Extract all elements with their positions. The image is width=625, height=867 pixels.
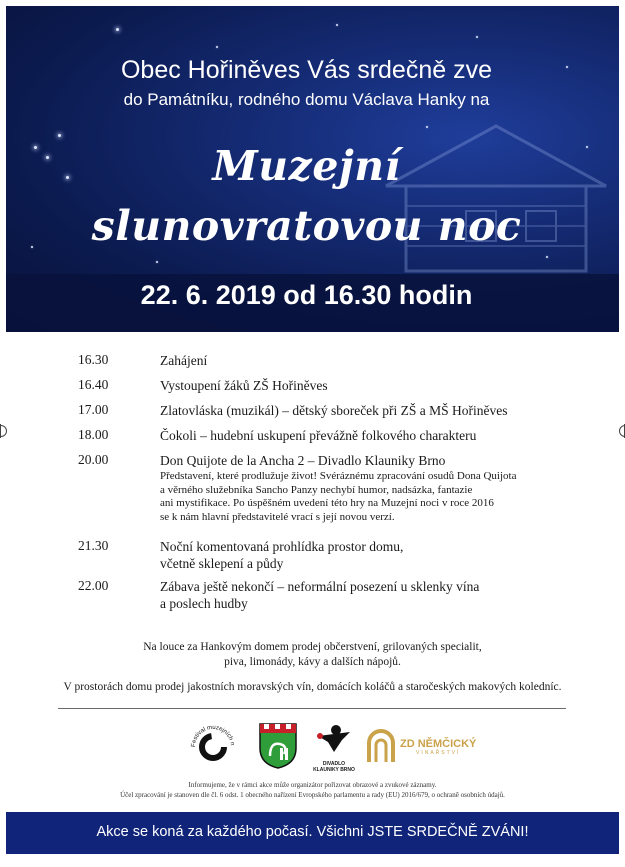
program-activity: Čokoli – hudební uskupení převážně folkového charakteru [160, 428, 477, 443]
registration-mark [619, 425, 625, 437]
star [116, 28, 119, 31]
event-date: 22. 6. 2019 od 16.30 hodin [140, 280, 473, 310]
divider [58, 708, 566, 709]
invitation-line: Obec Hořiněves Vás srdečně zve [120, 56, 492, 84]
event-title-line1: Muzejní [212, 142, 401, 190]
privacy-notice: Informujeme, že v rámci akce může organizátor pořizovat obrazové a zvukové záznamy. Účel zpracování je stanoven dle čl. 6 odst. 1 obecného nařízení Evropského parlamentu a rady (EU) 2016/679, o ochraně osobních údajů. [120, 781, 505, 799]
program-item [78, 402, 578, 427]
program-activity: Zábava ještě nekončí – neformální posezení u sklenky vína a poslech hudby [160, 579, 480, 611]
program-activity: Zahájení [160, 353, 208, 368]
program-time: 20.00 [78, 452, 109, 467]
star [156, 261, 158, 263]
svg-text:Festival muzejních nocí 2019: Festival muzejních n [190, 724, 235, 748]
event-title-line2: slunovratovou noc [91, 202, 522, 250]
arch-icon [366, 728, 396, 764]
program-item [78, 578, 578, 618]
program-item [78, 427, 578, 452]
program-item [78, 452, 578, 538]
program-activity: Zlatovláska (muzikál) – dětský sboreček při ZŠ a MŠ Hořiněves [160, 403, 508, 418]
program-item [78, 377, 578, 402]
program-list [78, 352, 578, 618]
star [58, 134, 61, 137]
house-silhouette [376, 116, 616, 276]
registration-mark [0, 425, 7, 437]
refreshment-note: Na louce za Hankovým domem prodej občerstvení, grilovaných specialit, piva, limonády, kávy a dalších nápojů. [143, 641, 482, 668]
program-time: 16.40 [78, 377, 109, 392]
star [476, 36, 478, 38]
sponsor-logos [0, 722, 625, 774]
program-time: 16.30 [78, 352, 109, 367]
clown-icon [312, 722, 356, 756]
divadlo-klauniky-logo: DIVADLO KLAUNIKY BRNO [312, 722, 356, 772]
wine-note: V prostorách domu prodej jakostních moravských vín, domácích koláčů a staročeských makových koledníc. [63, 681, 562, 693]
program-time: 17.00 [78, 402, 109, 417]
program-time: 21.30 [78, 538, 109, 553]
program-activity: Don Quijote de la Ancha 2 – Divadlo Klauniky Brno [160, 453, 446, 468]
program-time: 22.00 [78, 578, 109, 593]
program-item [78, 352, 578, 377]
location-line: do Památníku, rodného domu Václava Hanky na [123, 90, 490, 109]
footer-text: Akce se koná za každého počasí. Všichni JSTE SRDEČNĚ ZVÁNI! [96, 824, 529, 840]
star [216, 46, 218, 48]
program-time: 18.00 [78, 427, 109, 442]
star [336, 24, 338, 26]
program-description: Představení, které prodlužuje život! Svéráznému zpracování osudů Dona Quijota a věrného služebníka Sancho Panzy nechybí humor, nadsázka, fantazie ani mystifikace. Po úspěšném uvedení této hry na Muzejní noci v roce 2016 se k nám hlavní představitelé vrací s její novou verzí. [160, 470, 517, 523]
program-activity: Vystoupení žáků ZŠ Hořiněves [160, 378, 328, 393]
program-activity: Noční komentovaná prohlídka prostor domu, včetně sklepení a půdy [160, 539, 404, 571]
zd-nemcicky-logo: ZD NĚMČICKÝ VINAŘSTVÍ [400, 738, 477, 756]
festival-muzejnich-noci-logo [188, 722, 238, 772]
horineves-crest-logo [258, 722, 298, 770]
program-item [78, 538, 578, 578]
